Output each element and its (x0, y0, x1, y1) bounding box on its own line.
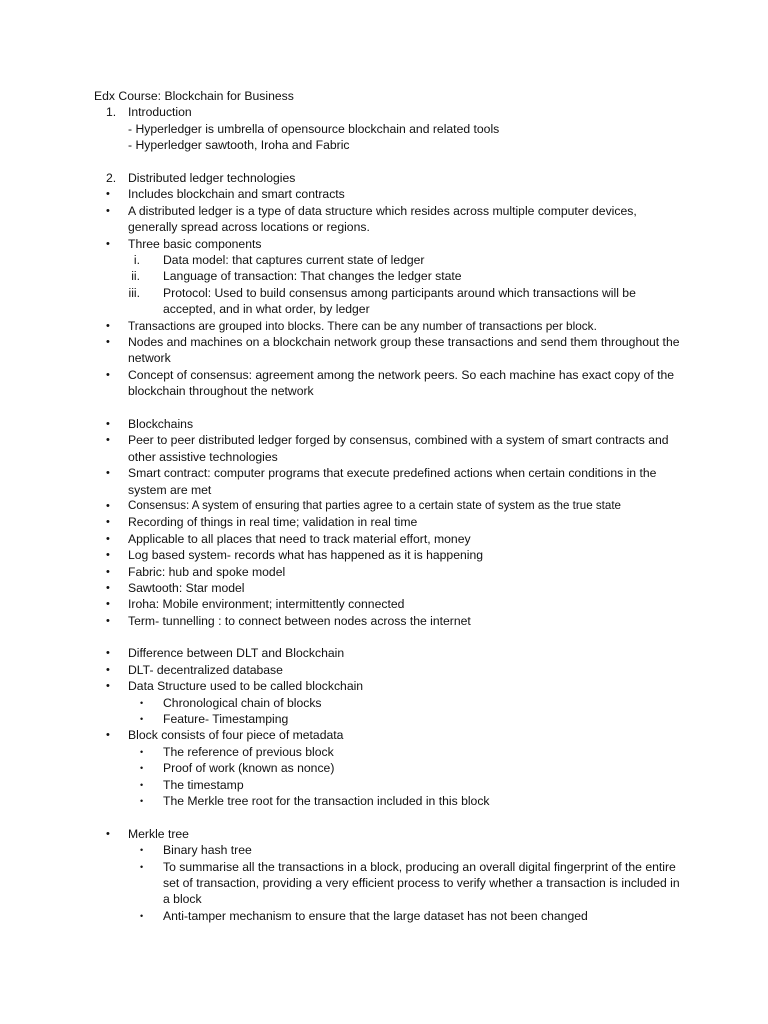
list-text: A distributed ledger is a type of data structure which resides across multiple computer devices, generally spread across locations or regions. (128, 203, 637, 235)
list-item (0, 531, 768, 547)
bullet-icon: • (140, 795, 144, 806)
bullet-icon: • (106, 729, 110, 742)
list-item (0, 236, 768, 252)
bullet-icon: • (106, 204, 110, 217)
bullet-icon: • (106, 663, 110, 676)
list-text: Nodes and machines on a blockchain network group these transactions and send them throughout the network (128, 334, 680, 366)
sub-list-item (0, 760, 768, 776)
bullet-icon: • (106, 680, 110, 693)
list-text: Consensus: A system of ensuring that parties agree to a certain state of system as the true state (128, 498, 621, 512)
roman-number: i. (133, 252, 140, 267)
list-item (0, 498, 768, 514)
list-text: Block consists of four piece of metadata (128, 728, 344, 743)
list-text: Sawtooth: Star model (128, 580, 245, 595)
list-text: The Merkle tree root for the transaction included in this block (163, 793, 490, 808)
list-text: Transactions are grouped into blocks. There can be any number of transactions per block. (128, 318, 597, 333)
sub-list-item (0, 859, 768, 908)
roman-number: iii. (128, 285, 140, 300)
list-text: Introduction (128, 105, 192, 120)
sub-list-item (0, 711, 768, 727)
bullet-icon: • (140, 910, 144, 921)
list-text: Data model: that captures current state of ledger (163, 252, 425, 267)
list-text: Peer to peer distributed ledger forged by consensus, combined with a system of smart contracts and other assistive technologies (128, 433, 669, 464)
list-text: - Hyperledger is umbrella of opensource blockchain and related tools (128, 121, 500, 136)
list-item (0, 514, 768, 530)
list-item (0, 547, 768, 563)
list-item (0, 596, 768, 612)
bullet-icon: • (106, 647, 110, 660)
list-number: 2. (106, 170, 117, 185)
sub-list-item (0, 744, 768, 760)
list-item (0, 432, 768, 465)
bullet-icon: • (106, 499, 110, 512)
list-text: - Hyperledger sawtooth, Iroha and Fabric (128, 138, 350, 153)
list-item (0, 318, 768, 334)
sub-list-item (0, 695, 768, 711)
bullet-icon: • (140, 746, 144, 757)
list-text: Smart contract: computer programs that execute predefined actions when certain conditions in the system are met (128, 466, 657, 497)
list-item (0, 367, 768, 400)
section-dlt (0, 170, 768, 186)
bullet-icon: • (140, 763, 144, 774)
bullet-icon: • (106, 467, 110, 480)
list-text: Fabric: hub and spoke model (128, 564, 286, 579)
roman-item (0, 252, 768, 268)
list-text: Language of transaction: That changes the ledger state (163, 269, 462, 284)
sub-list-item (0, 842, 768, 858)
bullet-icon: • (106, 516, 110, 529)
section-introduction (0, 104, 768, 120)
list-item (0, 203, 768, 236)
list-item (0, 662, 768, 678)
bullet-icon: • (106, 598, 110, 611)
bullet-icon: • (106, 827, 110, 840)
list-item (0, 465, 768, 498)
list-text: Binary hash tree (163, 843, 252, 858)
list-subline (0, 137, 768, 153)
list-number: 1. (106, 105, 117, 120)
bullet-icon: • (106, 434, 110, 447)
list-text: Applicable to all places that need to track material effort, money (128, 531, 471, 546)
list-text: Concept of consensus: agreement among the network peers. So each machine has exact copy of the blockchain throughout the network (128, 367, 675, 399)
bullet-icon: • (106, 532, 110, 545)
list-item (0, 826, 768, 842)
bullet-icon: • (140, 697, 144, 708)
list-item (0, 580, 768, 596)
list-subline (0, 121, 768, 137)
list-text: Log based system- records what has happened as it is happening (128, 548, 484, 563)
document-page (0, 88, 768, 924)
list-text: DLT- decentralized database (128, 662, 283, 677)
bullet-icon: • (106, 319, 110, 332)
list-text: Anti-tamper mechanism to ensure that the large dataset has not been changed (163, 908, 588, 923)
list-item (0, 678, 768, 694)
list-item (0, 334, 768, 367)
list-item (0, 186, 768, 202)
document-title: Edx Course: Blockchain for Business (94, 89, 294, 103)
bullet-icon: • (106, 237, 110, 250)
bullet-icon: • (106, 417, 110, 430)
bullet-icon: • (106, 549, 110, 562)
bullet-icon: • (140, 861, 144, 872)
bullet-icon: • (106, 614, 110, 627)
sub-list-item (0, 908, 768, 924)
list-item (0, 613, 768, 629)
roman-number: ii. (131, 269, 140, 284)
list-text: Iroha: Mobile environment; intermittently connected (128, 597, 405, 612)
list-item (0, 727, 768, 743)
bullet-icon: • (106, 581, 110, 594)
list-text: Distributed ledger technologies (128, 170, 296, 185)
list-text: Chronological chain of blocks (163, 695, 322, 710)
list-item (0, 645, 768, 661)
sub-list-item (0, 793, 768, 809)
list-text: Proof of work (known as nonce) (163, 761, 335, 776)
bullet-icon: • (140, 714, 144, 725)
bullet-icon: • (106, 565, 110, 578)
list-text: Three basic components (128, 236, 262, 251)
list-text: Feature- Timestamping (163, 712, 289, 727)
bullet-icon: • (106, 368, 110, 381)
list-text: The reference of previous block (163, 744, 334, 759)
roman-item (0, 268, 768, 284)
list-text: Blockchains (128, 416, 194, 431)
list-item (0, 564, 768, 580)
sub-list-item (0, 777, 768, 793)
list-text: Difference between DLT and Blockchain (128, 646, 345, 661)
roman-item (0, 285, 768, 318)
bullet-icon: • (140, 779, 144, 790)
list-text: Recording of things in real time; validation in real time (128, 515, 418, 530)
list-text: The timestamp (163, 777, 244, 792)
list-text: To summarise all the transactions in a block, producing an overall digital fingerprint of the entire set of transaction, providing a very efficient process to verify whether a transaction is included in a block (163, 859, 680, 907)
list-text: Includes blockchain and smart contracts (128, 187, 345, 202)
bullet-icon: • (140, 845, 144, 856)
list-text: Merkle tree (128, 826, 189, 841)
list-text: Data Structure used to be called blockchain (128, 679, 364, 694)
bullet-icon: • (106, 335, 110, 348)
list-text: Protocol: Used to build consensus among participants around which transactions will be accepted, and in what order, by ledger (163, 285, 636, 317)
list-text: Term- tunnelling : to connect between nodes across the internet (128, 613, 471, 628)
bullet-icon: • (106, 188, 110, 201)
list-item (0, 416, 768, 432)
